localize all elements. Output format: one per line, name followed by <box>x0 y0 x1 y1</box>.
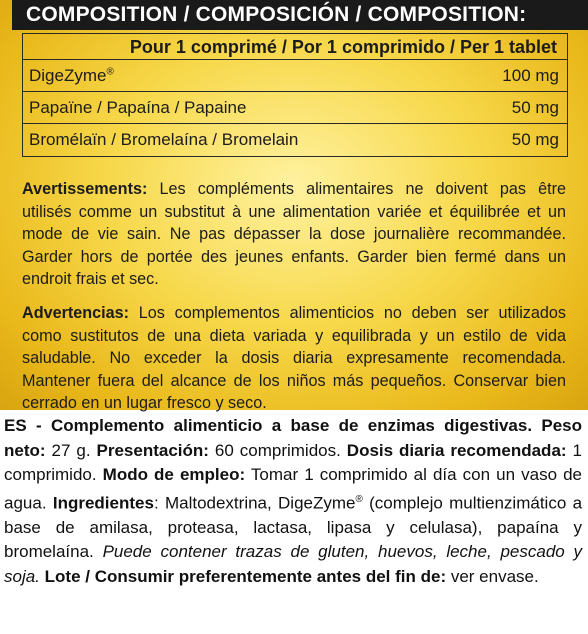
ingredients-value: : Maltodextrina, DigeZyme <box>153 493 356 513</box>
net-weight-value: 27 g. <box>45 440 97 460</box>
ingredients-label: Ingredientes <box>52 493 154 513</box>
daily-dose-value: 1 comprimido. <box>4 440 582 484</box>
composition-row-papaine <box>23 92 567 124</box>
ingredient-name: Papaïne / Papaína / Papaine <box>29 97 247 117</box>
composition-table <box>22 33 568 157</box>
warnings-french <box>22 178 566 291</box>
warnings-french-title: Avertissements: <box>22 180 148 198</box>
registered-mark: ® <box>355 493 363 505</box>
presentation-label: Presentación: <box>96 440 209 460</box>
warnings-spanish-text: Los complementos alimenticios no deben ser utilizados como sustitutos de una dieta variada y equilibrada y un estilo de vida saludable. No exceder la dosis diaria expresamente recomendada. Mantener fuera del alcance de los niños más pequeños. Conservar bien cerrado en un lugar fresco y seco. <box>22 304 566 412</box>
composition-row-bromelain <box>23 124 567 156</box>
lot-label: Lote / Consumir preferentemente antes del fin de: <box>39 566 447 586</box>
usage-label: Modo de empleo: <box>102 465 246 484</box>
product-description: ES - Complemento alimenticio a base de enzimas digestivas. <box>4 416 533 435</box>
registered-mark: ® <box>106 65 114 77</box>
ingredient-name: Bromélaïn / Bromelaína / Bromelain <box>29 130 299 149</box>
ingredient-amount: 100 mg <box>502 65 559 85</box>
composition-subheader: Pour 1 comprimé / Por 1 comprimido / Per 1 tablet <box>23 34 567 60</box>
daily-dose-label: Dosis diaria recomendada: <box>346 440 567 460</box>
ingredient-name: DigeZyme® <box>29 65 114 85</box>
composition-header: COMPOSITION / COMPOSICIÓN / COMPOSITION: <box>12 0 588 30</box>
ingredients-rest: (complejo multienzimático a base de amilasa, proteasa, lactasa, lipasa y celulasa), papaína y bromelaína. <box>4 493 583 562</box>
presentation-value: 60 comprimidos. <box>208 440 347 460</box>
warnings-french-text: Les compléments alimentaires ne doivent pas être utilisés comme un substitut à une alimentation variée et équilibrée et un mode de vie sain. Ne pas dépasser la dose journalière recommandée. Garder hors de portée des jeunes enfants. Garder bien fermé dans un endroit frais et sec. <box>22 180 566 288</box>
ingredient-amount: 50 mg <box>511 97 559 117</box>
lot-value: ver envase. <box>446 566 539 586</box>
usage-value: Tomar 1 comprimido al día con un vaso de agua. <box>4 465 583 513</box>
composition-row-digezyme <box>23 60 567 92</box>
ingredient-amount: 50 mg <box>511 130 559 149</box>
net-weight-label: Peso neto: <box>4 416 582 460</box>
allergen-note: Puede contener trazas de gluten, huevos, leche, pescado y soja. <box>4 542 583 586</box>
spanish-product-info <box>4 414 582 589</box>
warnings-spanish <box>22 302 566 415</box>
warnings-spanish-title: Advertencias: <box>22 304 130 322</box>
